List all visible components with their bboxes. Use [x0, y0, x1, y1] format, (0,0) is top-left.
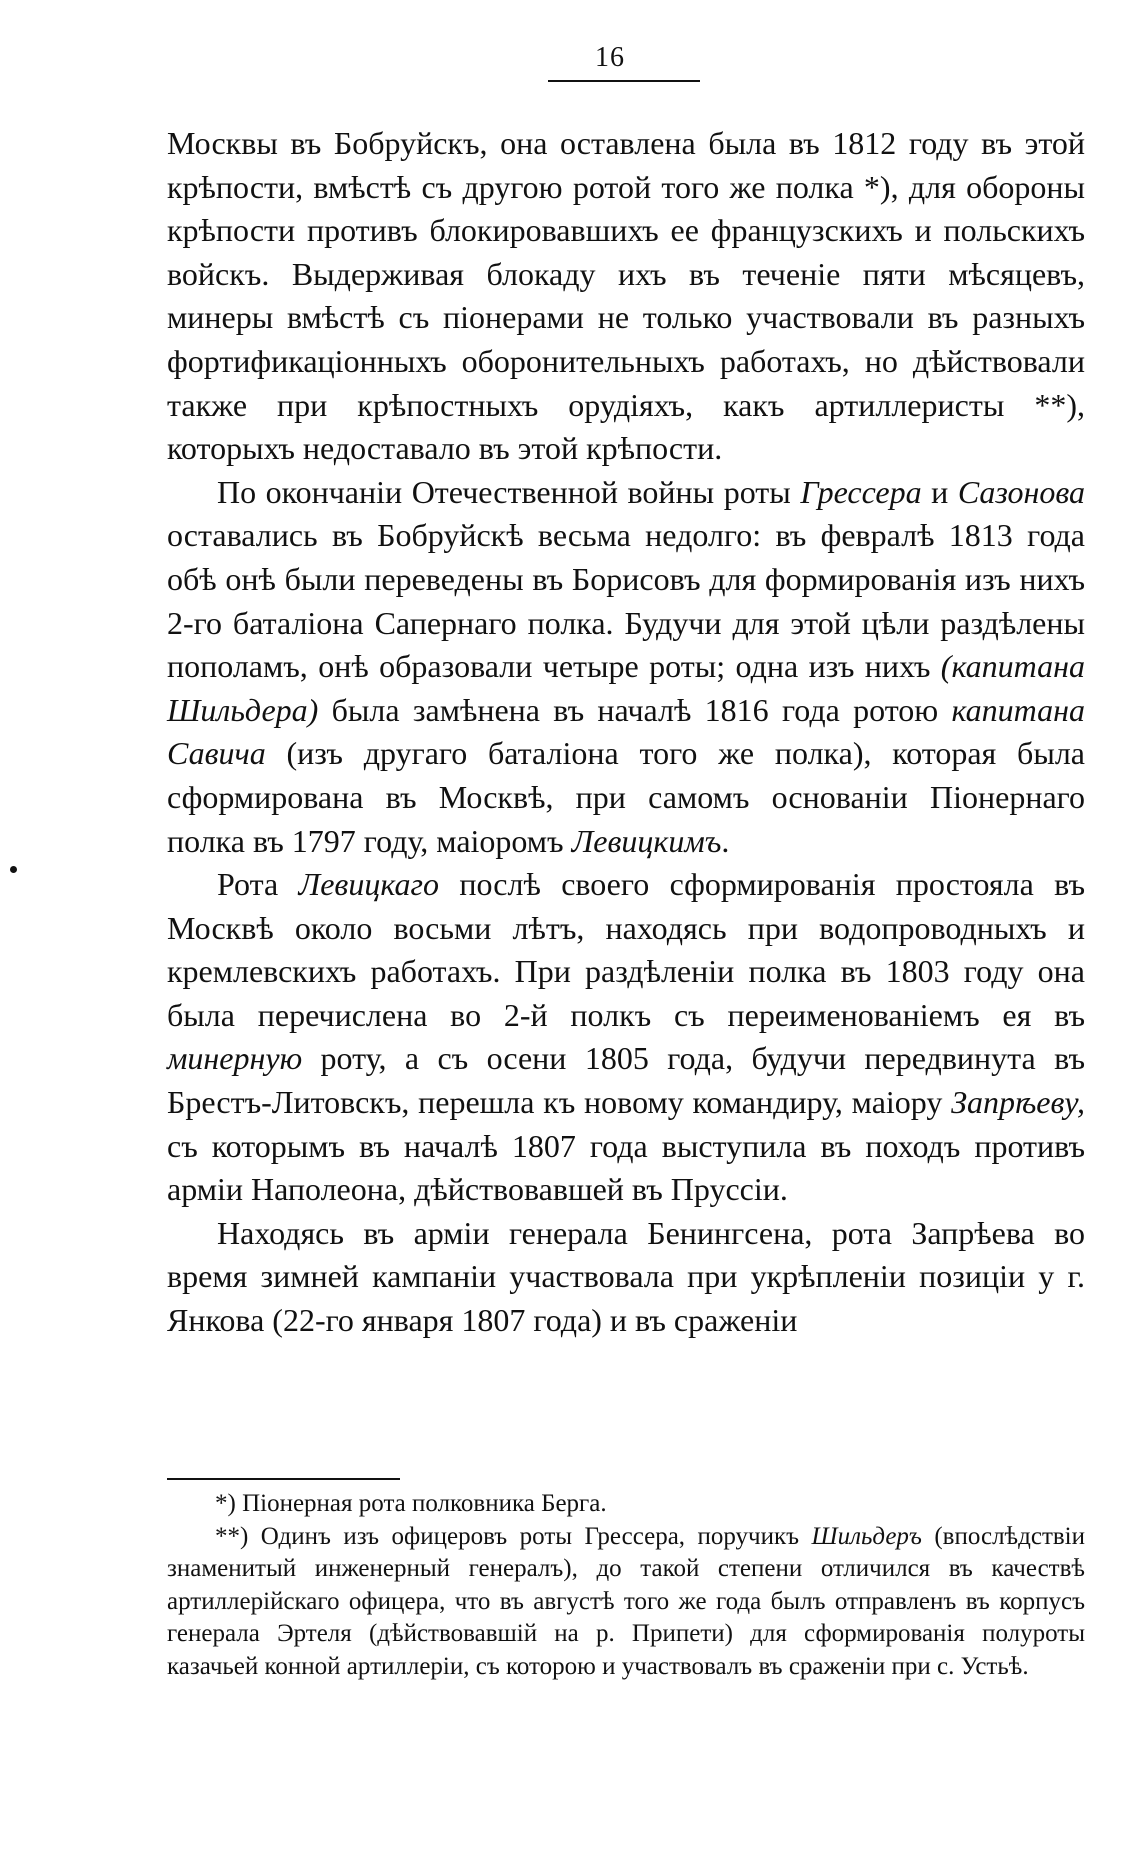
p2-italic-schilder: (капитана Шильдера) [167, 648, 1085, 728]
fn2-italic-schilder: Шильдеръ [811, 1522, 922, 1550]
page-number: 16 [595, 42, 625, 73]
main-text [167, 122, 1085, 1343]
paragraph-1 [167, 122, 1085, 471]
p2-text-1: По окончаніи Отечественной войны роты [217, 473, 801, 510]
p2-italic-levitsky: Левицкимъ [571, 822, 722, 859]
p3-italic-levitsky: Левицкаго [298, 866, 439, 903]
p2-text-2: и [921, 473, 958, 510]
paragraph-2 [167, 471, 1085, 863]
p2-text-3: оставались въ Бобруйскѣ весьма недолго: въ февралѣ 1813 года обѣ онѣ были переведены въ Борисовъ для формированія изъ нихъ 2-го баталіона Сапернаго полка. Будучи для этой цѣли раздѣлены пополамъ, онѣ образовали четыре роты; одна изъ нихъ [167, 517, 1085, 685]
paragraph-4-text: Находясь въ арміи генерала Бенингсена, рота Запрѣева во время зимней кампаніи участвовала при укрѣпленіи позиціи у г. Янкова (22-го января 1807 года) и въ сраженіи [167, 1214, 1085, 1339]
p3-italic-zapreev: Запрѣеву, [951, 1084, 1085, 1121]
p3-text-2: послѣ своего сформированія простояла въ Москвѣ около восьми лѣтъ, находясь при водопроводныхъ и кремлевскихъ работахъ. При раздѣленіи полка въ 1803 году она была перечислена во 2-й полкъ съ переименованіемъ ея въ [167, 866, 1086, 1033]
fn2-text-1: **) Одинъ изъ офицеровъ роты Грессера, поручикъ [215, 1522, 812, 1550]
p3-italic-minernaya: минерную [167, 1040, 303, 1077]
fn2-text-2: (впослѣдствіи знаменитый инженерный генералъ), до такой степени отличился въ качествѣ артиллерійскаго офицера, что въ августѣ того же года былъ отправленъ въ корпусъ генерала Эртеля (дѣйствовавшій на р. Припети) для сформированія полуроты казачьей конной артиллеріи, съ которою и участвовалъ въ сраженіи при с. Устьѣ. [167, 1522, 1086, 1680]
footnotes [167, 1488, 1085, 1684]
footnote-2 [167, 1521, 1085, 1684]
paragraph-3 [167, 863, 1085, 1212]
p2-italic-gresser: Грессера [800, 473, 922, 510]
p3-text-1: Рота [217, 866, 299, 903]
p2-italic-savich: капитана Савича [167, 691, 1085, 772]
footnote-1 [167, 1488, 1085, 1521]
footnote-1-text: *) Піонерная рота полковника Берга. [215, 1490, 607, 1517]
footnote-rule [167, 1478, 400, 1480]
p3-text-4: съ которымъ въ началѣ 1807 года выступила въ походъ противъ арміи Наполеона, дѣйствовавшей въ Пруссіи. [167, 1127, 1085, 1208]
p2-text-4: была замѣнена въ началѣ 1816 года ротою [318, 691, 952, 728]
margin-dot [10, 866, 17, 873]
p2-text-5: (изъ другаго баталіона того же полка), которая была сформирована въ Москвѣ, при самомъ основаніи Піонернаго полка въ 1797 году, маіоромъ [167, 735, 1085, 859]
p2-italic-sazonov: Сазонова [957, 473, 1086, 510]
p3-text-3: роту, а съ осени 1805 года, будучи передвинута въ Брестъ-Литовскъ, перешла къ новому командиру, маіору [167, 1040, 1085, 1121]
page-number-rule [548, 80, 700, 82]
p2-text-6: . [721, 822, 730, 859]
paragraph-4 [167, 1212, 1085, 1343]
paragraph-1-text: Москвы въ Бобруйскъ, она оставлена была въ 1812 году въ этой крѣпости, вмѣстѣ съ другою ротой того же полка *), для обороны крѣпости противъ блокировавшихъ ее французскихъ и польскихъ войскъ. Выдерживая блокаду ихъ въ теченіе пяти мѣсяцевъ, минеры вмѣстѣ съ піонерами не только участвовали въ разныхъ фортификаціонныхъ оборонительныхъ работахъ, но дѣйствовали также при крѣпостныхъ орудіяхъ, какъ артиллеристы **), которыхъ недоставало въ этой крѣпости. [167, 125, 1085, 467]
